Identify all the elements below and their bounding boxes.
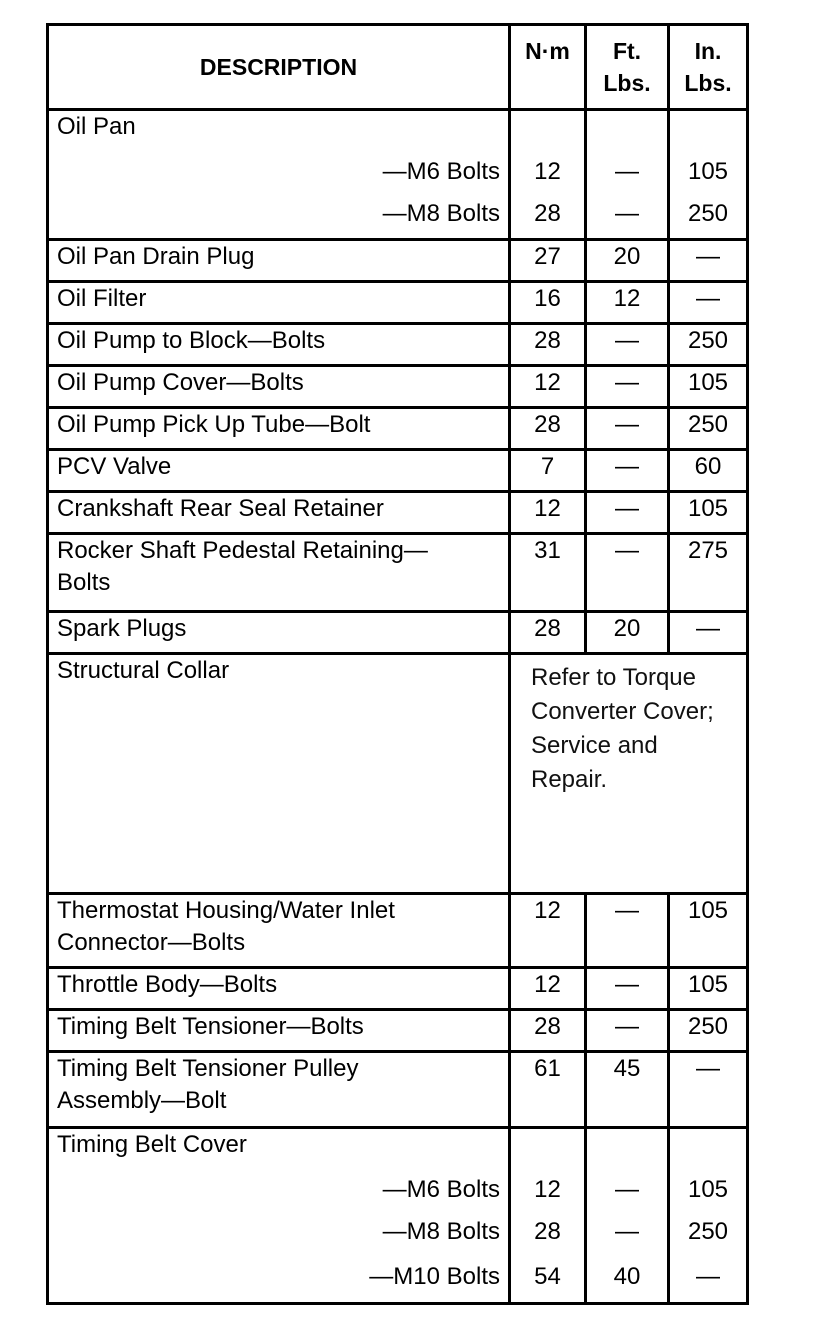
row-ft: — [586,408,669,450]
cover-m8-ft: — [615,1218,639,1245]
row-nm: 28 [510,408,586,450]
oil-pan-m6-nm: 12 [534,158,561,185]
header-ft-line1: Ft. [612,38,642,64]
row-in: 250 [669,408,748,450]
header-in-line2: Lbs. [684,70,732,96]
row-description: Crankshaft Rear Seal Retainer [48,492,510,534]
thermostat-nm: 12 [510,894,586,968]
torque-spec-table [46,23,749,1305]
throttle-nm: 12 [510,968,586,1010]
collar-note-line2: Converter Cover; [531,698,714,725]
table-row-oil-pan [48,110,748,240]
row-in: — [669,240,748,282]
oil-pan-m8-in: 250 [687,200,729,227]
row-in: — [669,282,748,324]
table-row [48,240,748,282]
oil-pan-description [48,110,510,240]
cover-description [48,1128,510,1304]
pulley-description [48,1052,510,1128]
table-row [48,324,748,366]
collar-note-line3: Service and [531,732,658,759]
oil-pan-ft [586,110,669,240]
cover-m8-label: —M8 Bolts [382,1218,500,1245]
cover-m10-in: — [696,1263,720,1290]
table-row-spark-plugs [48,612,748,654]
table-row-structural-collar [48,654,748,894]
table-row [48,282,748,324]
row-ft: — [586,492,669,534]
oil-pan-m8-ft: — [615,200,639,227]
rocker-line2: Bolts [57,569,111,596]
collar-description: Structural Collar [48,654,510,894]
spark-in: — [669,612,748,654]
spark-nm: 28 [510,612,586,654]
cover-nm [510,1128,586,1304]
header-ft-lbs [586,25,669,110]
header-in-line1: In. [694,38,722,64]
header-nm [510,25,586,110]
row-ft: — [586,324,669,366]
thermostat-line2: Connector—Bolts [57,929,246,956]
header-ft-line2: Lbs. [603,70,651,96]
spark-description: Spark Plugs [48,612,510,654]
table-row [48,450,748,492]
cover-m6-nm: 12 [534,1176,561,1203]
spark-ft: 20 [586,612,669,654]
cover-m6-label: —M6 Bolts [382,1176,500,1203]
oil-pan-title: Oil Pan [57,113,136,140]
header-in-lbs [669,25,748,110]
rocker-in: 275 [669,534,748,612]
cover-m10-ft: 40 [613,1263,641,1290]
row-in: 60 [669,450,748,492]
tensioner-nm: 28 [510,1010,586,1052]
collar-note [510,654,748,894]
oil-pan-m8-label: —M8 Bolts [382,200,500,227]
row-description: Oil Pump Pick Up Tube—Bolt [48,408,510,450]
cover-ft [586,1128,669,1304]
throttle-in: 105 [669,968,748,1010]
thermostat-line1: Thermostat Housing/Water Inlet [57,897,395,924]
row-description: PCV Valve [48,450,510,492]
cover-m6-ft: — [615,1176,639,1203]
table-row-thermostat [48,894,748,968]
oil-pan-m6-in: 105 [687,158,729,185]
oil-pan-nm [510,110,586,240]
row-nm: 28 [510,324,586,366]
table-row-tensioner [48,1010,748,1052]
throttle-description: Throttle Body—Bolts [48,968,510,1010]
collar-note-line1: Refer to Torque [531,664,696,691]
thermostat-ft: — [586,894,669,968]
rocker-description [48,534,510,612]
table-row [48,492,748,534]
oil-pan-m6-ft: — [615,158,639,185]
header-row [48,25,748,110]
row-nm: 12 [510,492,586,534]
table-row-timing-belt-cover [48,1128,748,1304]
pulley-line1: Timing Belt Tensioner Pulley [57,1055,359,1082]
row-ft: — [586,366,669,408]
header-nm-label: N·m [525,38,570,64]
row-ft: 12 [586,282,669,324]
pulley-line2: Assembly—Bolt [57,1087,227,1114]
pulley-ft: 45 [586,1052,669,1128]
cover-m8-in: 250 [687,1218,729,1245]
row-in: 105 [669,492,748,534]
row-in: 105 [669,366,748,408]
row-ft: 20 [586,240,669,282]
cover-m8-nm: 28 [534,1218,561,1245]
table-row-throttle [48,968,748,1010]
thermostat-description [48,894,510,968]
pulley-nm: 61 [510,1052,586,1128]
cover-m10-nm: 54 [534,1263,561,1290]
row-nm: 12 [510,366,586,408]
throttle-ft: — [586,968,669,1010]
cover-in [669,1128,748,1304]
collar-note-line4: Repair. [531,766,608,793]
row-in: 250 [669,324,748,366]
row-description: Oil Pump to Block—Bolts [48,324,510,366]
pulley-in: — [669,1052,748,1128]
row-ft: — [586,450,669,492]
thermostat-in: 105 [669,894,748,968]
oil-pan-m8-nm: 28 [534,200,561,227]
rocker-nm: 31 [510,534,586,612]
cover-m10-label: —M10 Bolts [369,1263,500,1290]
row-nm: 7 [510,450,586,492]
header-description: DESCRIPTION [48,25,510,110]
table-row-pulley [48,1052,748,1128]
cover-m6-in: 105 [687,1176,729,1203]
table-row-rocker [48,534,748,612]
oil-pan-m6-label: —M6 Bolts [382,158,500,185]
row-description: Oil Filter [48,282,510,324]
row-description: Oil Pump Cover—Bolts [48,366,510,408]
table-row [48,408,748,450]
cover-title: Timing Belt Cover [57,1131,247,1158]
rocker-line1: Rocker Shaft Pedestal Retaining— [57,537,428,564]
oil-pan-in [669,110,748,240]
tensioner-ft: — [586,1010,669,1052]
tensioner-description: Timing Belt Tensioner—Bolts [48,1010,510,1052]
row-nm: 16 [510,282,586,324]
row-nm: 27 [510,240,586,282]
tensioner-in: 250 [669,1010,748,1052]
rocker-ft: — [586,534,669,612]
table-row [48,366,748,408]
row-description: Oil Pan Drain Plug [48,240,510,282]
